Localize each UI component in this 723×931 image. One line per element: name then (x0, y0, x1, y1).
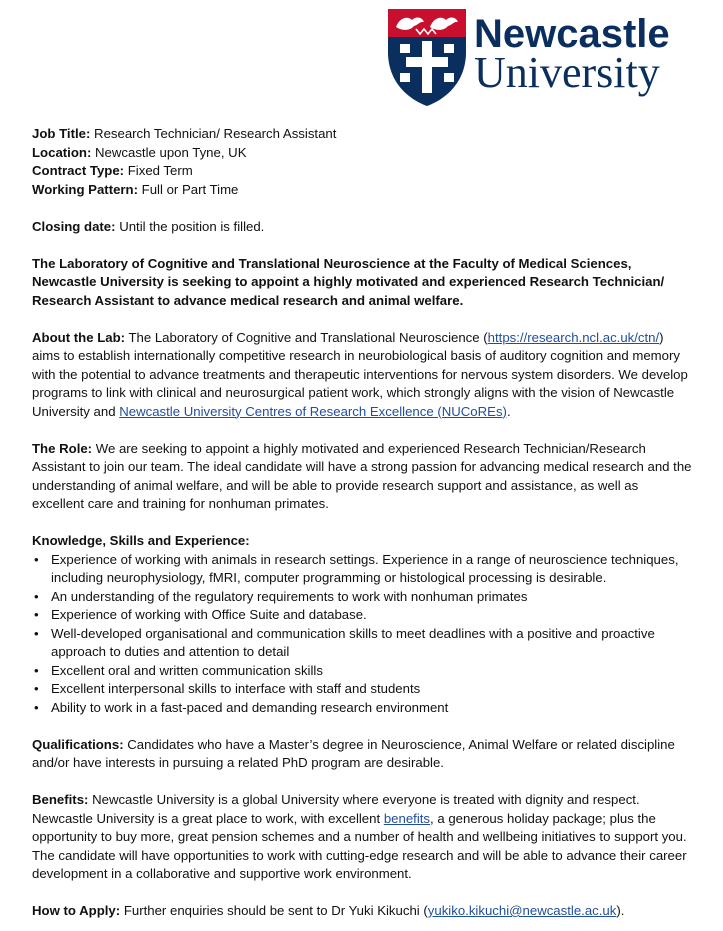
contact-email-link[interactable]: yukiko.kikuchi@newcastle.ac.uk (427, 903, 617, 918)
contract-label: Contract Type: (32, 163, 125, 178)
lab-website-link[interactable]: https://research.ncl.ac.uk/ctn/ (487, 329, 660, 345)
list-item: • Excellent interpersonal skills to interface with staff and students (32, 680, 692, 699)
closing-date-label: Closing date: (32, 218, 116, 234)
role-text: We are seeking to appoint a highly motivated and experienced Research Technician/Research Assistant to join our team. The ideal candidate will have a strong passion for advancing medical research and the understanding of animal welfare, and will be able to provide research support and assistance, as well as excellent care and training for nonhuman primates. (32, 440, 692, 511)
job-advert-body (32, 125, 692, 921)
list-item: • Excellent oral and written communication skills (32, 662, 692, 681)
list-item: • Experience of working with animals in research settings. Experience in a range of neuroscience techniques, including neurophysiology, fMRI, computer programming or histological processing is desirable. (32, 551, 692, 588)
list-item: • Well-developed organisational and communication skills to meet deadlines with a positive and proactive approach to duties and attention to detail (32, 625, 692, 662)
closing-date-line (32, 218, 692, 237)
benefits-text: Newcastle University is a global University where everyone is treated with dignity and respect. Newcastle University is a great place to work, with excellent (32, 792, 640, 826)
benefits-paragraph (32, 791, 692, 884)
list-item: • Ability to work in a fast-paced and demanding research environment (32, 699, 692, 718)
benefits-label: Benefits: (32, 792, 89, 807)
about-lab-text: The Laboratory of Cognitive and Translational Neuroscience ( (125, 329, 488, 345)
benefits-text-2: , a generous holiday package; plus the opportunity to buy more, great pension schemes and a number of health and wellbeing initiatives to support you. The candidate will have opportunities to work with cutting-edge research and will be able to advance their career development in a collaborative and supportive work environment. (32, 810, 687, 881)
contract-value: Fixed Term (124, 163, 193, 178)
location-line (32, 144, 692, 163)
location-value: Newcastle upon Tyne, UK (91, 144, 247, 160)
qualifications-paragraph (32, 736, 692, 773)
job-title-value: Research Technician/ Research Assistant (90, 126, 337, 141)
intro-paragraph (32, 255, 692, 311)
benefits-link[interactable]: benefits (383, 810, 431, 826)
how-to-apply-text: Further enquiries should be sent to Dr Yuki Kikuchi ( (120, 903, 428, 918)
about-lab-text-2: ) aims to establish internationally competitive research in neurobiological basis of auditory cognition and memory with the potential to advance treatments and therapeutic interventions for nervous system disorders. We develop programs to link with clinical and neurosurgical patient work, which strongly aligns with the vision of Newcastle University and (32, 329, 688, 419)
job-title-line (32, 125, 692, 144)
role-label: The Role: (32, 440, 93, 456)
about-lab-text-3: . (506, 403, 511, 419)
logo-line1: Newcastle (474, 12, 670, 56)
list-item: • Experience of working with Office Suite and database. (32, 606, 692, 625)
job-title-label: Job Title: (32, 126, 91, 141)
working-pattern-line (32, 181, 692, 200)
closing-date-value: Until the position is filled. (115, 218, 265, 234)
role-paragraph (32, 440, 692, 514)
location-label: Location: (32, 144, 92, 160)
skills-heading: Knowledge, Skills and Experience: (32, 533, 250, 548)
qualifications-label: Qualifications: (32, 736, 124, 752)
about-lab-label: About the Lab: (32, 329, 126, 345)
about-lab-paragraph (32, 329, 692, 422)
how-to-apply-text-2: ). (616, 903, 625, 918)
qualifications-text: Candidates who have a Master’s degree in Neuroscience, Animal Welfare or related discipline and/or have interests in pursuing a related PhD program are desirable. (32, 736, 675, 770)
skills-list (32, 551, 692, 718)
contract-line (32, 162, 692, 181)
how-to-apply-label: How to Apply: (32, 903, 121, 918)
working-pattern-label: Working Pattern: (32, 181, 138, 197)
intro-text: The Laboratory of Cognitive and Translational Neuroscience at the Faculty of Medical Sciences, Newcastle University is seeking to appoint a highly motivated and experienced Research Technician/ Research Assistant to advance medical research and animal welfare. (32, 255, 665, 308)
working-pattern-value: Full or Part Time (138, 181, 239, 197)
university-logo (386, 7, 686, 107)
nucores-link[interactable]: Newcastle University Centres of Research Excellence (NUCoREs) (119, 403, 507, 419)
how-to-apply-paragraph (32, 902, 692, 921)
logo-line2: University (474, 48, 660, 97)
list-item: • An understanding of the regulatory requirements to work with nonhuman primates (32, 588, 692, 607)
